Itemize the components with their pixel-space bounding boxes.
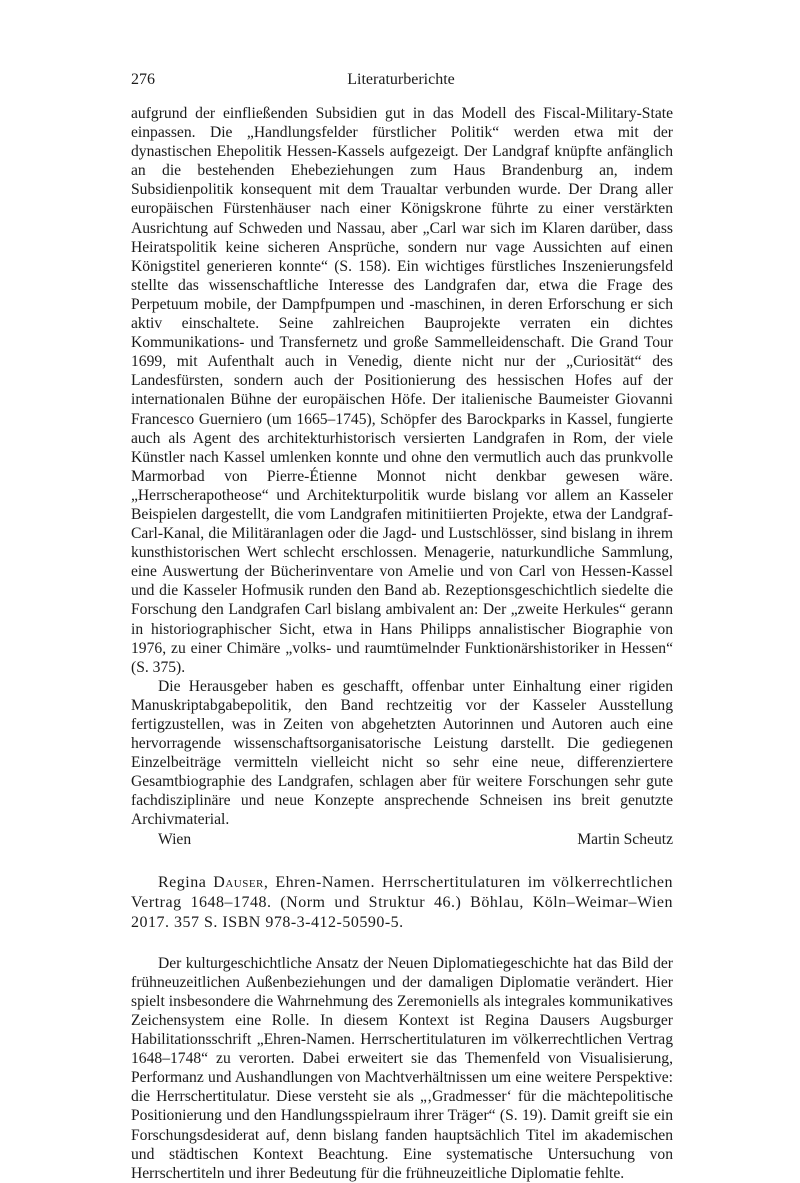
running-title: Literaturberichte — [347, 71, 455, 88]
citation-rest: , Ehren-Namen. Herrschertitulaturen im völkerrechtlichen Vertrag 1648–1748. (Norm und Struktur 46.) Böhlau, Köln–Weimar–Wien 2017. 357 S. ISBN 978-3-412-50590-5. — [131, 873, 674, 931]
page-header — [131, 71, 671, 93]
review2-paragraph-1: Der kulturgeschichtliche Ansatz der Neuen Diplomatiegeschichte hat das Bild der frühneuzeitlichen Außenbeziehungen und der damaligen Diplomatie verändert. Hier spielt insbesondere die Wahrnehmung des Zeremoniells als integrales kommunikatives Zeichensystem eine Rolle. In diesem Kontext ist Regina Dausers Augsburger Habilitationsschrift „Ehren-Namen. Herrschertitulaturen im völkerrechtlichen Vertrag 1648–1748“ zu verorten. Dabei erweitert sie das Themenfeld von Visualisierung, Performanz und Aushandlungen von Machtverhältnissen um eine weitere Perspektive: die Herrschertitulatur. Diese versteht sie als „‚Gradmesser‘ für die mächtepolitische Positionierung und den Handlungsspielraum ihrer Träger“ (S. 19). Damit greift sie ein Forschungsdesiderat auf, denn bislang fanden hauptsächlich Titel im akademischen und städtischen Kontext Beachtung. Eine systematische Untersuchung von Herrschertiteln und ihrer Bedeutung für die frühneuzeitliche Diplomatie fehlte. — [131, 954, 673, 1182]
review1-paragraph-2: Die Herausgeber haben es geschafft, offenbar unter Einhaltung einer rigiden Manuskriptabgabepolitik, den Band rechtzeitig vor der Kasseler Ausstellung fertigzustellen, was in Zeiten von abgehetzten Autorinnen und Autoren auch eine hervorragende wissenschaftsorganisatorische Leistung darstellt. Die gediegenen Einzelbeiträge vermitteln vielleicht nicht so sehr eine neue, differenziertere Gesamtbiographie des Landgrafen, schlagen aber für weitere Forschungen sehr gute fachdisziplinäre und neue Konzepte ansprechende Schneisen ins breit genutzte Archivmaterial. — [131, 677, 673, 829]
page-body — [131, 104, 673, 1183]
review1-signature — [131, 830, 673, 849]
citation-author-first: Regina — [158, 873, 207, 891]
review1-paragraph-1: aufgrund der einfließenden Subsidien gut in das Modell des Fiscal-Military-State einpassen. Die „Handlungsfelder fürstlicher Politik“ werden etwa mit der dynastischen Ehepolitik Hessen-Kassels aufgezeigt. Der Landgraf knüpfte anfänglich an die bestehenden Ehebeziehungen zum Haus Brandenburg an, indem Subsidienpolitik konsequent mit dem Traualtar verbunden wurde. Der Drang aller europäischen Fürstenhäuser nach einer Königskrone führte zu einer verstärkten Ausrichtung auf Schweden und Nassau, aber „Carl war sich im Klaren darüber, dass Heiratspolitik keine sicheren Ansprüche, sondern nur vage Aussichten auf einen Königstitel generieren konnte“ (S. 158). Ein wichtiges fürstliches Inszenierungsfeld stellte das wissenschaftliche Interesse des Landgrafen dar, etwa die Frage des Perpetuum mobile, der Dampfpumpen und -maschinen, in deren Erforschung er sich aktiv einschaltete. Seine zahlreichen Bauprojekte verraten ein dichtes Kommunikations- und Transfernetz und große Sammelleidenschaft. Die Grand Tour 1699, mit Aufenthalt auch in Venedig, diente nicht nur der „Curiosität“ des Landesfürsten, sondern auch der Positionierung des hessischen Hofes auf der internationalen Bühne der europäischen Höfe. Der italienische Baumeister Giovanni Francesco Guerniero (um 1665–1745), Schöpfer des Barockparks in Kassel, fungierte auch als Agent des architekturhistorisch versierten Landgrafen in Rom, der viele Künstler nach Kassel umlenken konnte und ohne den vermutlich auch das prunkvolle Marmorbad von Pierre-Étienne Monnot nicht denkbar gewesen wäre. „Herrscherapotheose“ und Architekturpolitik wurde bislang vor allem an Kasseler Beispielen dargestellt, die vom Landgrafen mitinitiierten Projekte, etwa der Landgraf-Carl-Kanal, die Militäranlagen oder die Jagd- und Lustschlösser, sind bislang in ihrem kunsthistorischen Wert schlecht erschlossen. Menagerie, naturkundliche Sammlung, eine Auswertung der Bücherinventare von Amelie und von Carl von Hessen-Kassel und die Kasseler Hofmusik runden den Band ab. Rezeptionsgeschichtlich siedelte die Forschung den Landgrafen Carl bislang ambivalent an: Der „zweite Herkules“ gerann in historiographischer Sicht, etwa in Hans Philipps annalistischer Biographie von 1976, zu einer Chimäre „volks- und raumtümelnder Funktionärshistoriker in Hessen“ (S. 375). — [131, 105, 673, 676]
page-number: 276 — [131, 71, 155, 88]
review2-citation — [131, 873, 673, 933]
citation-author-last: Dauser — [213, 873, 264, 891]
signature-place: Wien — [158, 830, 192, 848]
signature-name: Martin Scheutz — [577, 830, 673, 848]
